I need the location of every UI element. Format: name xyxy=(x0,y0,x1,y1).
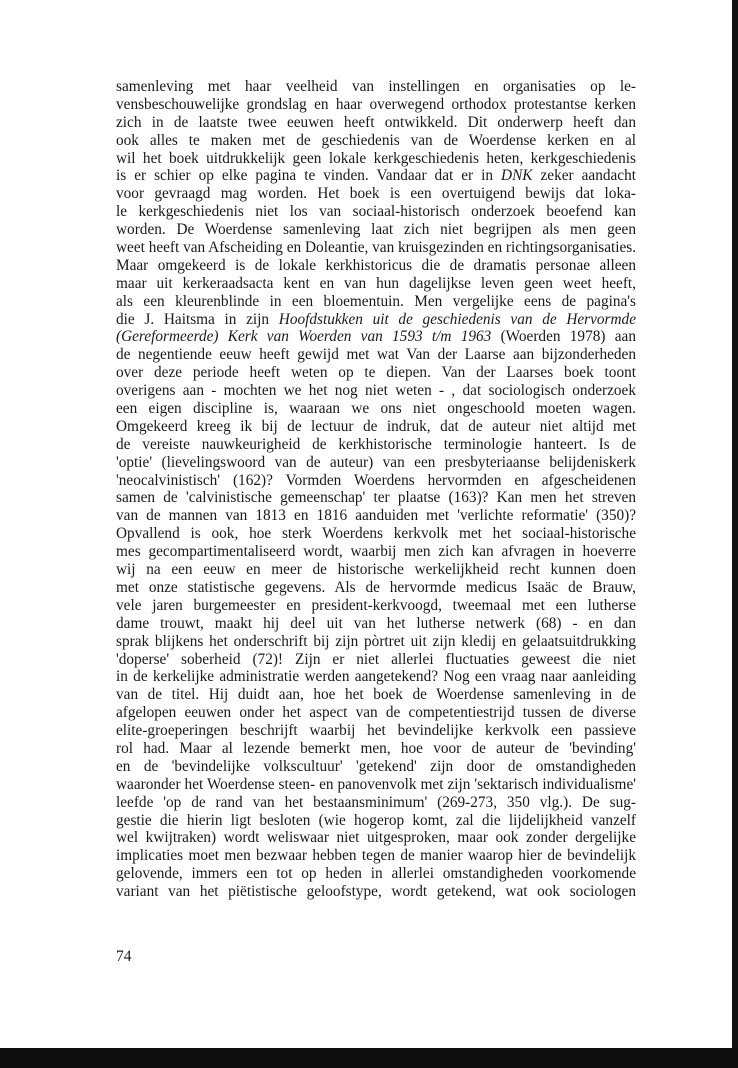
text-line: van de titel. Hij duidt aan, hoe het boek de Woerdense samenleving in de xyxy=(116,686,636,704)
text-line: 'neocalvinistisch' (162)? Vormden Woerdens hervormden en afgescheidenen xyxy=(116,471,636,489)
text-line: vele jaren burgemeester en president-kerkvoogd, tweemaal met een lutherse xyxy=(116,596,636,614)
body-text xyxy=(116,78,636,919)
text-line: is er schier op elke pagina te vinden. Vandaar dat er in DNK zeker aandacht xyxy=(116,167,636,185)
text-line: in de kerkelijke administratie werden aangetekend? Nog een vraag naar aanleiding xyxy=(116,668,636,686)
text-line: dame trouwt, maakt hij deel uit van het lutherse netwerk (68) - en dan xyxy=(116,614,636,632)
text-line: de vereiste nauwkeurigheid de kerkhistorische terminologie hanteert. Is de xyxy=(116,435,636,453)
scan-edge-right xyxy=(732,0,738,1068)
text-line: mes gecompartimentaliseerd wordt, waarbij men zich kan afvragen in hoeverre xyxy=(116,543,636,561)
text-line: gestie die hierin ligt besloten (wie hogerop komt, zal die lijdelijkheid vanzelf xyxy=(116,811,636,829)
text-line: en de 'bevindelijke volkscultuur' 'getekend' zijn door de omstandigheden xyxy=(116,757,636,775)
text-line: voor gevraagd mag worden. Het boek is een overtuigend bewijs dat loka- xyxy=(116,185,636,203)
scan-edge-bottom xyxy=(0,1048,738,1068)
text-line: worden. De Woerdense samenleving laat zich niet begrijpen als men geen xyxy=(116,221,636,239)
text-line: samen de 'calvinistische gemeenschap' ter plaatse (163)? Kan men het streven xyxy=(116,489,636,507)
text-line: over deze periode heeft weten op te diepen. Van der Laarses boek toont xyxy=(116,364,636,382)
text-line: wil het boek uitdrukkelijk geen lokale kerkgeschiedenis heten, kerkgeschiedenis xyxy=(116,149,636,167)
text-line: elite-groeperingen beschrijft waarbij het bevindelijke kerkvolk een passieve xyxy=(116,722,636,740)
text-line: die J. Haitsma in zijn Hoofdstukken uit de geschiedenis van de Hervormde xyxy=(116,310,636,328)
text-line: leefde 'op de rand van het bestaansminimum' (269-273, 350 vlg.). De sug- xyxy=(116,793,636,811)
text-line: waaronder het Woerdense steen- en panovenvolk met zijn 'sektarisch individualisme' xyxy=(116,775,636,793)
page-number: 74 xyxy=(116,948,132,965)
text-line: van de mannen van 1813 en 1816 aanduiden met 'verlichte reformatie' (350)? xyxy=(116,507,636,525)
text-line: 'doperse' soberheid (72)! Zijn er niet allerlei fluctuaties geweest die niet xyxy=(116,650,636,668)
text-line: implicaties moet men bezwaar hebben tegen de manier waarop hier de bevindelijk xyxy=(116,847,636,865)
text-line: gelovende, immers een tot op heden in allerlei omstandigheden voorkomende xyxy=(116,865,636,883)
text-line: de negentiende eeuw heeft gewijd met wat Van der Laarse aan bijzonderheden xyxy=(116,346,636,364)
text-line: variant van het piëtistische geloofstype, wordt getekend, wat ook sociologen xyxy=(116,883,636,901)
text-line: weet heeft van Afscheiding en Doleantie, van kruisgezinden en richtingsorganisaties. xyxy=(116,239,636,257)
text-line: sprak blijkens het onderschrift bij zijn pòrtret uit zijn kledij en gelaatsuitdrukking xyxy=(116,632,636,650)
text-line: samenleving met haar veelheid van instellingen en organisaties op le- xyxy=(116,78,636,95)
text-line: 'optie' (lievelingswoord van de auteur) van een presbyteriaanse belijdeniskerk xyxy=(116,453,636,471)
text-line: maar uit kerkeraadsacta kent en van hun dagelijkse leven geen weet heeft, xyxy=(116,274,636,292)
text-line: wij na een eeuw en meer de historische werkelijkheid recht kunnen doen xyxy=(116,561,636,579)
text-line: met onze statistische gegevens. Als de hervormde medicus Isaäc de Brauw, xyxy=(116,578,636,596)
text-line: ook alles te maken met de geschiedenis van de Woerdense kerken en al xyxy=(116,131,636,149)
text-line: een eigen discipline is, waaraan we ons niet ongeschoold moeten wagen. xyxy=(116,400,636,418)
text-line: (Gereformeerde) Kerk van Woerden van 1593 t/m 1963 (Woerden 1978) aan xyxy=(116,328,636,346)
text-line: le kerkgeschiedenis niet los van sociaal-historisch onderzoek beoefend kan xyxy=(116,203,636,221)
text-line: zich in de laatste twee eeuwen heeft ontwikkeld. Dit onderwerp heeft dan xyxy=(116,113,636,131)
text-line: Maar omgekeerd is de lokale kerkhistoricus die de dramatis personae alleen xyxy=(116,256,636,274)
text-line: rol had. Maar al lezende bemerkt men, hoe voor de auteur de 'bevinding' xyxy=(116,739,636,757)
text-line: vensbeschouwelijke grondslag en haar overwegend orthodox protestantse kerken xyxy=(116,95,636,113)
text-line: Opvallend is ook, hoe sterk Woerdens kerkvolk met het sociaal-historische xyxy=(116,525,636,543)
text-line: afgelopen eeuwen onder het aspect van de competentiestrijd tussen de diverse xyxy=(116,704,636,722)
text-line: wel kwijtraken) wordt weliswaar niet uitgesproken, maar ook zonder dergelijke xyxy=(116,829,636,847)
text-line: overigens aan - mochten we het nog niet weten - , dat sociologisch onderzoek xyxy=(116,382,636,400)
text-line xyxy=(116,901,636,919)
text-line: als een kleurenblinde in een bloementuin. Men vergelijke eens de pagina's xyxy=(116,292,636,310)
text-line: Omgekeerd kreeg ik bij de lectuur de indruk, dat de auteur niet altijd met xyxy=(116,417,636,435)
